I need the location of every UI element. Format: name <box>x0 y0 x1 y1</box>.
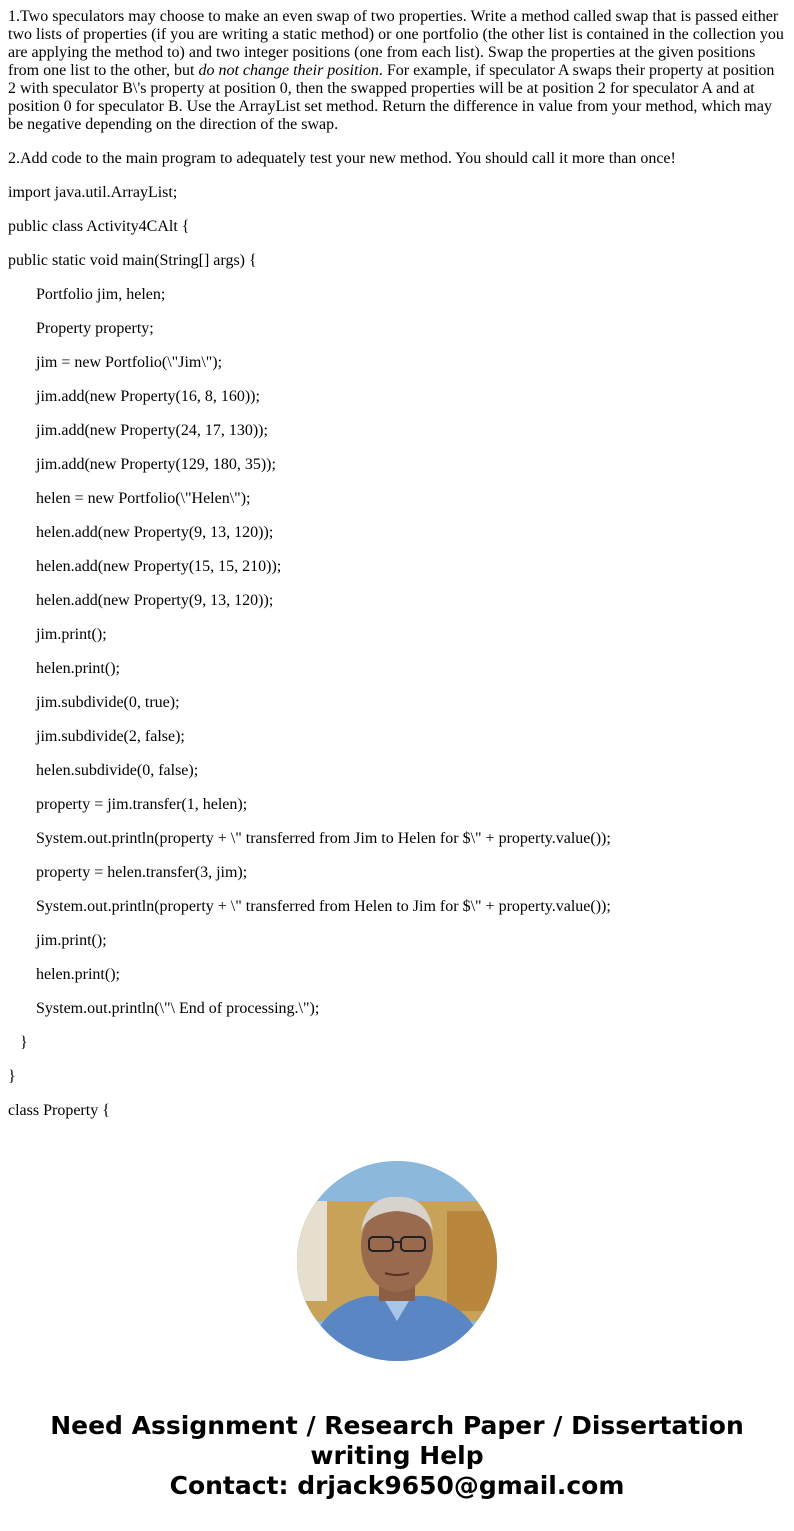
code-line: System.out.println(\"\ End of processing.\"); <box>36 1000 320 1017</box>
code-line: public static void main(String[] args) { <box>8 252 257 269</box>
banner-line: Need Assignment / Research Paper / Dissertation <box>50 1411 744 1440</box>
code-line: } <box>20 1034 28 1051</box>
code-line: jim.add(new Property(129, 180, 35)); <box>36 456 276 473</box>
author-avatar <box>297 1161 497 1361</box>
question-document <box>0 8 794 1120</box>
code-line: jim.print(); <box>36 626 107 643</box>
code-line: helen.add(new Property(9, 13, 120)); <box>36 524 274 541</box>
code-line: jim.print(); <box>36 932 107 949</box>
code-line: helen.print(); <box>36 966 120 983</box>
code-listing <box>8 184 786 1120</box>
code-line: System.out.println(property + \" transferred from Helen to Jim for $\" + property.value()); <box>36 898 611 915</box>
question-text: . For example, if speculator A swaps their property at position 2 with speculator B\'s property at position 0, then the swapped properties will be at position 2 for speculator A and at position 0 for speculator B. Use the ArrayList set method. Return the difference in value from your method, which may be negative depending on the direction of the swap. <box>8 62 775 133</box>
code-line: } <box>8 1068 16 1085</box>
code-line: property = jim.transfer(1, helen); <box>36 796 248 813</box>
code-line: jim = new Portfolio(\"Jim\"); <box>36 354 223 371</box>
banner-line: writing Help <box>310 1441 484 1470</box>
code-line: public class Activity4CAlt { <box>8 218 190 235</box>
contact-banner <box>0 1411 794 1501</box>
code-line: jim.add(new Property(24, 17, 130)); <box>36 422 268 439</box>
code-line: import java.util.ArrayList; <box>8 184 178 201</box>
code-line: Property property; <box>36 320 154 337</box>
question-part-1 <box>8 8 786 134</box>
code-line: property = helen.transfer(3, jim); <box>36 864 248 881</box>
person-photo-icon <box>297 1161 497 1361</box>
emphasis-text: do not change their position <box>198 62 379 79</box>
question-part-2: 2.Add code to the main program to adequately test your new method. You should call it more than once! <box>8 150 676 167</box>
code-line: helen = new Portfolio(\"Helen\"); <box>36 490 251 507</box>
code-line: jim.subdivide(2, false); <box>36 728 185 745</box>
code-line: helen.subdivide(0, false); <box>36 762 199 779</box>
code-line: jim.subdivide(0, true); <box>36 694 180 711</box>
code-line: helen.add(new Property(15, 15, 210)); <box>36 558 282 575</box>
contact-email: Contact: drjack9650@gmail.com <box>169 1471 625 1500</box>
code-line: class Property { <box>8 1102 110 1119</box>
code-line: Portfolio jim, helen; <box>36 286 166 303</box>
code-line: helen.add(new Property(9, 13, 120)); <box>36 592 274 609</box>
question-text: 1.Two speculators may choose to make an even swap of two properties. Write a method called swap that is passed either two lists of properties (if you are writing a static method) or one portfolio (the other list is contained in the collection you are applying the method to) and two integer positions (one from each list). Swap the properties at the given positions from one list to the other, but <box>8 8 784 79</box>
code-line: System.out.println(property + \" transferred from Jim to Helen for $\" + property.value()); <box>36 830 611 847</box>
code-line: jim.add(new Property(16, 8, 160)); <box>36 388 260 405</box>
code-line: helen.print(); <box>36 660 120 677</box>
